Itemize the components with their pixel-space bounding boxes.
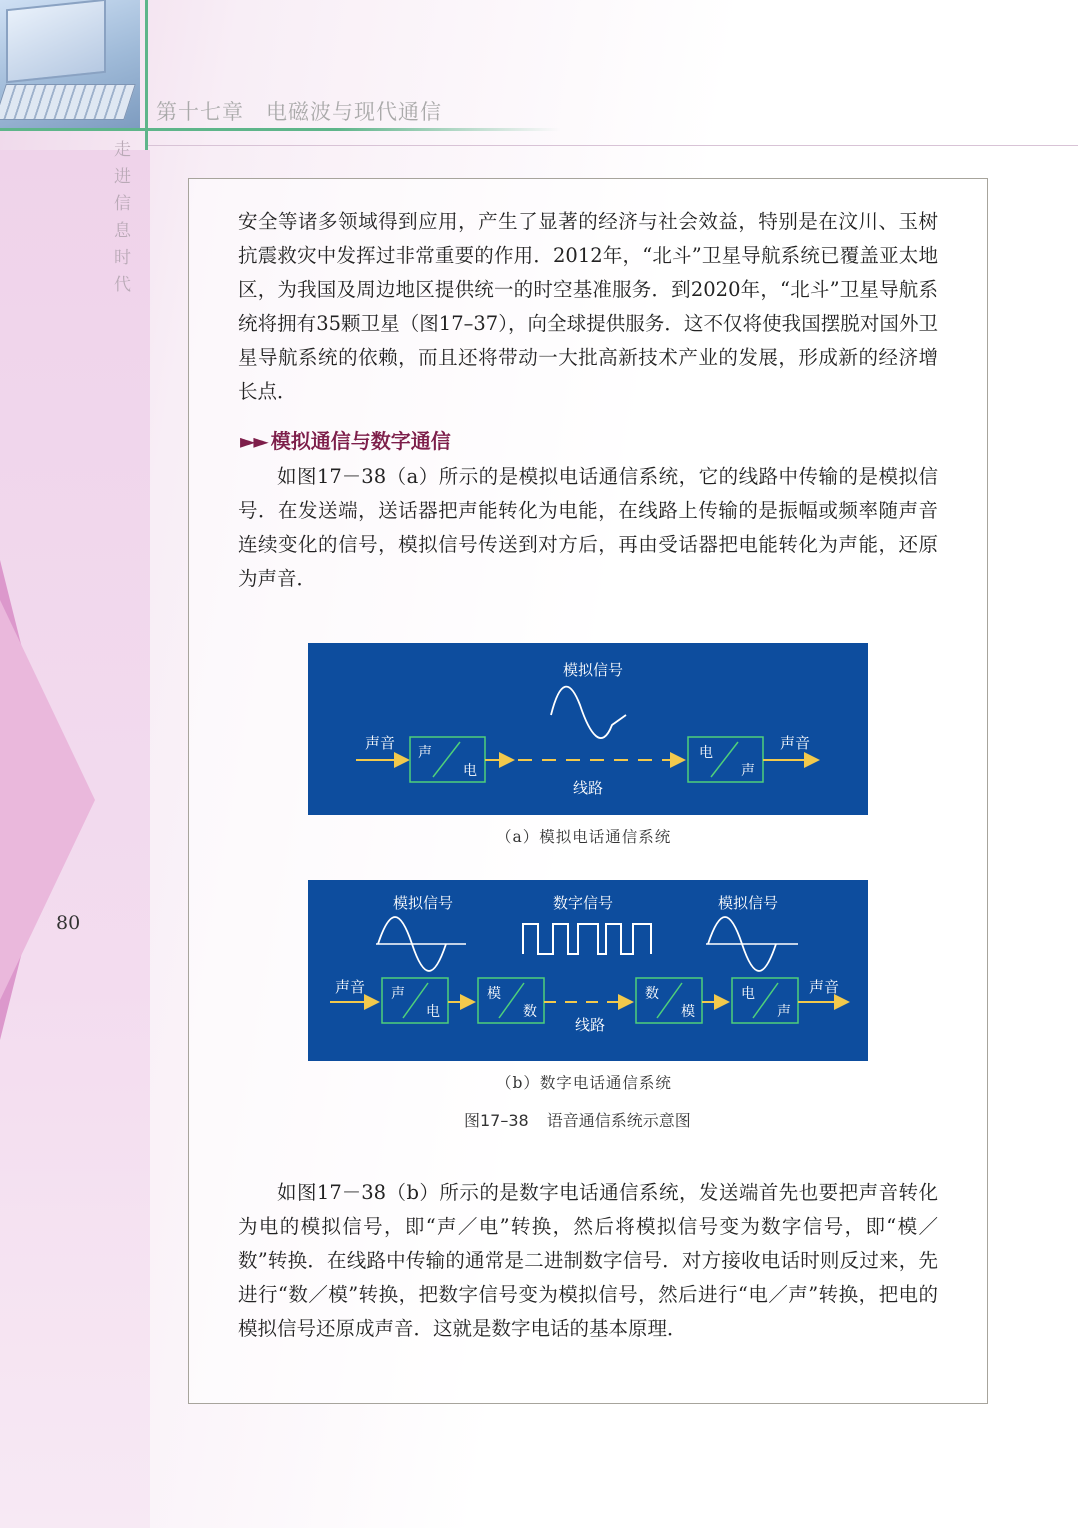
paragraph-digital: 如图17－38（b）所示的是数字电话通信系统，发送端首先也要把声音转化为电的模拟信号，即“声／电”转换，然后将模拟信号变为数字信号，即“模／数”转换．在线路中传输的通常是二进制数字信号．对方接收电话时则反过来，先进行“数／模”转换，把数字信号变为模拟信号，然后进行“电／声”转换，把电的模拟信号还原成声音．这就是数字电话的基本原理．	[238, 1181, 938, 1340]
box1-bottom-label: 电	[426, 1004, 440, 1020]
figure-number: 图17–38	[464, 1111, 529, 1130]
box4-top-label: 电	[741, 986, 755, 1002]
output-label: 声音	[808, 978, 840, 996]
double-arrow-icon: ►►	[240, 429, 267, 453]
diagram-analog-svg	[308, 643, 868, 815]
box-divider	[657, 983, 682, 1018]
box-divider	[499, 983, 524, 1018]
box-divider	[753, 983, 778, 1018]
box2-top-label: 模	[487, 986, 501, 1002]
monitor-icon	[6, 0, 106, 83]
box-divider	[711, 742, 738, 777]
box2-top-label: 电	[699, 745, 713, 761]
signal-label: 模拟信号	[562, 661, 624, 679]
diagram-digital-system	[308, 880, 868, 1061]
chapter-title: 第十七章 电磁波与现代通信	[156, 100, 442, 124]
box1-bottom-label: 电	[463, 763, 477, 779]
input-label: 声音	[334, 978, 366, 996]
box-divider	[433, 742, 460, 777]
caption-analog: （a）模拟电话通信系统	[496, 828, 672, 846]
paragraph-analog: 如图17－38（a）所示的是模拟电话通信系统，它的线路中传输的是模拟信号．在发送端，送话器把声能转化为电能，在线路上传输的是振幅或频率随声音连续变化的信号，模拟信号传送到对方后，再由受话器把电能转化为声能，还原为声音．	[238, 465, 938, 590]
computer-illustration	[0, 0, 140, 128]
signal-right-label: 模拟信号	[717, 894, 779, 912]
keyboard-icon	[0, 84, 136, 120]
digital-wave-icon	[523, 924, 651, 954]
section-heading	[240, 425, 451, 454]
side-section-label: 走进信息时代	[110, 140, 130, 302]
section-heading-text: 模拟通信与数字通信	[270, 429, 451, 453]
box2-bottom-label: 声	[741, 763, 755, 779]
header-divider	[148, 145, 1078, 146]
figure-title: 语音通信系统示意图	[546, 1111, 691, 1130]
box1-top-label: 声	[391, 986, 405, 1002]
diagram-analog-system	[308, 643, 868, 815]
box2-bottom-label: 数	[523, 1004, 537, 1020]
page-number: 80	[56, 912, 81, 934]
signal-left-label: 模拟信号	[392, 894, 454, 912]
side-decoration-wedge	[0, 600, 95, 1000]
signal-mid-label: 数字信号	[552, 894, 614, 912]
box3-bottom-label: 模	[681, 1004, 695, 1020]
output-label: 声音	[779, 734, 811, 752]
caption-digital: （b）数字电话通信系统	[496, 1074, 672, 1092]
diagram-digital-svg	[308, 880, 868, 1061]
header-horizontal-rule	[0, 128, 560, 131]
box1-top-label: 声	[418, 745, 432, 761]
line-label: 线路	[574, 1016, 606, 1034]
box-divider	[403, 983, 428, 1018]
input-label: 声音	[364, 734, 396, 752]
analog-wave-icon	[551, 687, 626, 738]
line-label: 线路	[572, 779, 604, 797]
paragraph-beidou: 安全等诸多领域得到应用，产生了显著的经济与社会效益，特别是在汶川、玉树抗震救灾中发挥过非常重要的作用．2012年，“北斗”卫星导航系统已覆盖亚太地区，为我国及周边地区提供统一的时空基准服务．到2020年，“北斗”卫星导航系统将拥有35颗卫星（图17–37），向全球提供服务．这不仅将使我国摆脱对国外卫星导航系统的依赖，而且还将带动一大批高新技术产业的发展，形成新的经济增长点．	[238, 210, 938, 403]
box3-top-label: 数	[645, 986, 659, 1002]
figure-caption	[464, 1108, 691, 1131]
box4-bottom-label: 声	[777, 1004, 791, 1020]
